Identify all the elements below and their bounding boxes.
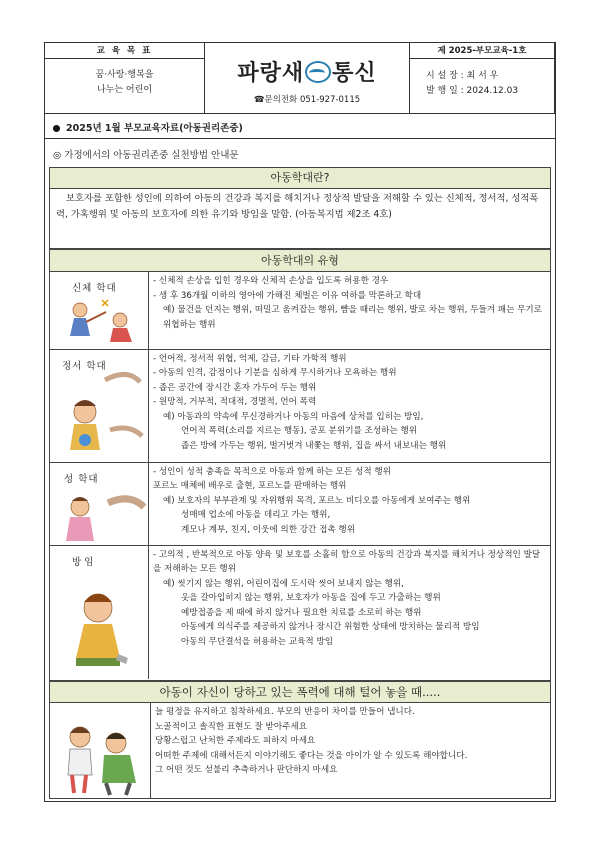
abuse-types-heading: 아동학대의 유형: [50, 250, 550, 272]
definition-heading: 아동학대란?: [50, 168, 550, 189]
description-line: - 고의적 , 반복적으로 아동 양육 및 보호를 소홀히 함으로 아동의 건강과 복지를 해치거나 정상적인 발달을 저해하는 모든 행위: [153, 549, 541, 575]
abuse-types-section: [49, 249, 551, 681]
description-line: 예) 씻기지 않는 행위, 어린이집에 도시락 씻어 보내지 않는 행위,: [163, 578, 404, 589]
goal-text: [45, 59, 205, 113]
physical-abuse-description: [149, 272, 551, 349]
definition-section: [49, 167, 551, 249]
definition-text: 보호자를 포함한 성인에 의하여 아동의 건강과 복지를 해치거나 정상적 발달을 저해할 수 있는 신체적, 정서적, 성적폭력, 가혹행위 및 아동의 보호자에 의한 유기와 방임을 말함. (아동복지법 제2조 4호): [56, 193, 539, 220]
wave-logo-icon: [305, 61, 331, 83]
page-title: 2025년 1월 부모교육자료(아동권리존중): [53, 120, 243, 134]
description-line: 예) 아동과의 약속에 무신경하거나 아동의 마음에 상처를 입히는 방임,: [163, 411, 424, 422]
description-line: - 성인이 성적 충족을 목적으로 아동과 함께 하는 모든 성적 행위: [153, 466, 391, 477]
sexual-abuse-illustration: [50, 462, 149, 545]
page-subtitle: ◎ 가정에서의 아동권리존중 실천방법 안내문: [53, 150, 239, 161]
disclosure-guidance: [151, 703, 551, 799]
bullet-icon: [53, 125, 60, 132]
emotional-abuse-picture-icon: [50, 350, 148, 462]
neglect-description: [149, 545, 551, 679]
issue-info: [410, 59, 555, 113]
guidance-line: 늘 평정을 유지하고 침착하세요. 부모의 반응이 차이를 만들어 냅니다.: [155, 707, 415, 717]
sexual-abuse-label: 성 학대: [64, 473, 99, 485]
physical-abuse-label: 신체 학대: [72, 283, 117, 294]
sexual-abuse-description: [149, 462, 551, 545]
type-row-physical: [50, 272, 550, 349]
description-line: - 좁은 공간에 장시간 혼자 가두어 두는 행위: [153, 382, 317, 393]
description-line: 예방접종을 제 때에 하지 않거나 필요한 치료를 소로히 하는 행위: [181, 607, 422, 618]
neglect-label: 방 임: [72, 556, 94, 568]
neglect-picture-icon: [50, 546, 148, 679]
description-line: 언어적 폭력(소리를 지르는 행동), 공포 분위기를 조성하는 행위: [181, 426, 418, 437]
issue-date: 발 행 일 : 2024.12.03: [426, 86, 519, 96]
contact-phone: ☎문의전화 051-927-0115: [253, 95, 361, 105]
description-line: 아동의 무단결석을 허용하는 교육적 방임: [181, 637, 334, 648]
description-line: - 원망적, 거부적, 적대적, 경멸적, 언어 폭력: [153, 397, 317, 408]
goal-label: 교 육 목 표: [45, 43, 205, 59]
newsletter-header: [45, 43, 555, 113]
physical-abuse-illustration: [50, 272, 149, 349]
description-line: 포르노 매체에 배우로 출현, 포르노를 판매하는 행위: [153, 481, 347, 492]
emotional-abuse-description: [149, 349, 551, 462]
issue-number: 제 2025-부모교육-1호: [410, 43, 555, 59]
emotional-abuse-illustration: [50, 349, 149, 462]
disclosure-heading: 아동이 자신이 당하고 있는 폭력에 대해 털어 놓을 때.....: [50, 682, 550, 703]
newsletter-frame: [44, 42, 556, 802]
parent-child-picture-icon: [50, 703, 150, 798]
sexual-abuse-picture-icon: [50, 463, 148, 545]
description-line: 옷을 갈아입히지 않는 행위, 보호자가 아동을 집에 두고 가출하는 행위: [181, 593, 441, 604]
guidance-line: 당황스럽고 난처한 주제라도 피하지 마세요: [155, 736, 316, 747]
disclosure-section: [49, 681, 551, 799]
type-row-sexual: [50, 462, 550, 545]
emotional-abuse-label: 정서 학대: [62, 360, 107, 372]
publisher: 시 설 장 : 최 서 우: [426, 71, 499, 81]
description-line: - 신체적 손상을 입힌 경우와 신체적 손상을 입도록 허용한 경우: [153, 276, 389, 286]
header-divider: [45, 113, 555, 114]
description-line: 좁은 방에 가두는 행위, 벌거벗겨 내쫓는 행위, 집을 싸서 내보내는 행위: [181, 441, 447, 452]
logo-text-right: 통신: [332, 61, 377, 86]
goal-line-1: 꿈·사랑·행복을: [95, 70, 154, 80]
description-line: - 언어적, 정서적 위협, 억제, 감금, 기타 가학적 행위: [153, 353, 347, 364]
goal-line-2: 나누는 어린이: [96, 85, 153, 95]
description-line: 아동에게 의식주를 제공하지 않거나 장시간 위험한 상태에 방치하는 물리적 방임: [181, 622, 480, 633]
abuse-types-table: [50, 272, 550, 679]
type-row-neglect: [50, 545, 550, 679]
newsletter-logo: [205, 43, 410, 113]
physical-abuse-picture-icon: [50, 272, 148, 348]
neglect-illustration: [50, 545, 149, 679]
type-row-emotional: [50, 349, 550, 462]
logo-text-left: 파랑새: [237, 61, 305, 86]
guidance-line: 그 어떤 것도 섣불리 추측하거나 판단하지 마세요: [155, 765, 338, 776]
description-line: 계모나 계부, 친지, 이웃에 의한 강간 접촉 행위: [181, 524, 356, 535]
description-line: - 생 후 36개월 이하의 영아에 가해진 체벌은 이유 여하를 막론하고 학대: [153, 290, 422, 301]
description-line: 예) 보호자의 부부관계 및 자위행위 목격, 포르노 비디오를 아동에게 보여주는 행위: [163, 495, 471, 506]
guidance-line: 노골적이고 솔직한 표현도 잘 받아주세요: [155, 721, 308, 732]
description-line: 성매매 업소에 아동을 데리고 가는 행위,: [181, 510, 331, 521]
title-divider: [45, 138, 555, 139]
description-line: 예) 물건을 던지는 행위, 떠밀고 움켜잡는 행위, 뺨을 때리는 행위, 발로 차는 행위, 두들겨 패는 무기로 위협하는 행위: [163, 305, 543, 330]
description-line: - 아동의 인격, 감정이나 기분을 심하게 무시하거나 모욕하는 행위: [153, 368, 397, 379]
guidance-line: 어떠한 주제에 대해서든지 이야기해도 좋다는 것을 아이가 알 수 있도록 해야합니다.: [155, 750, 468, 761]
disclosure-illustration: [50, 703, 151, 799]
